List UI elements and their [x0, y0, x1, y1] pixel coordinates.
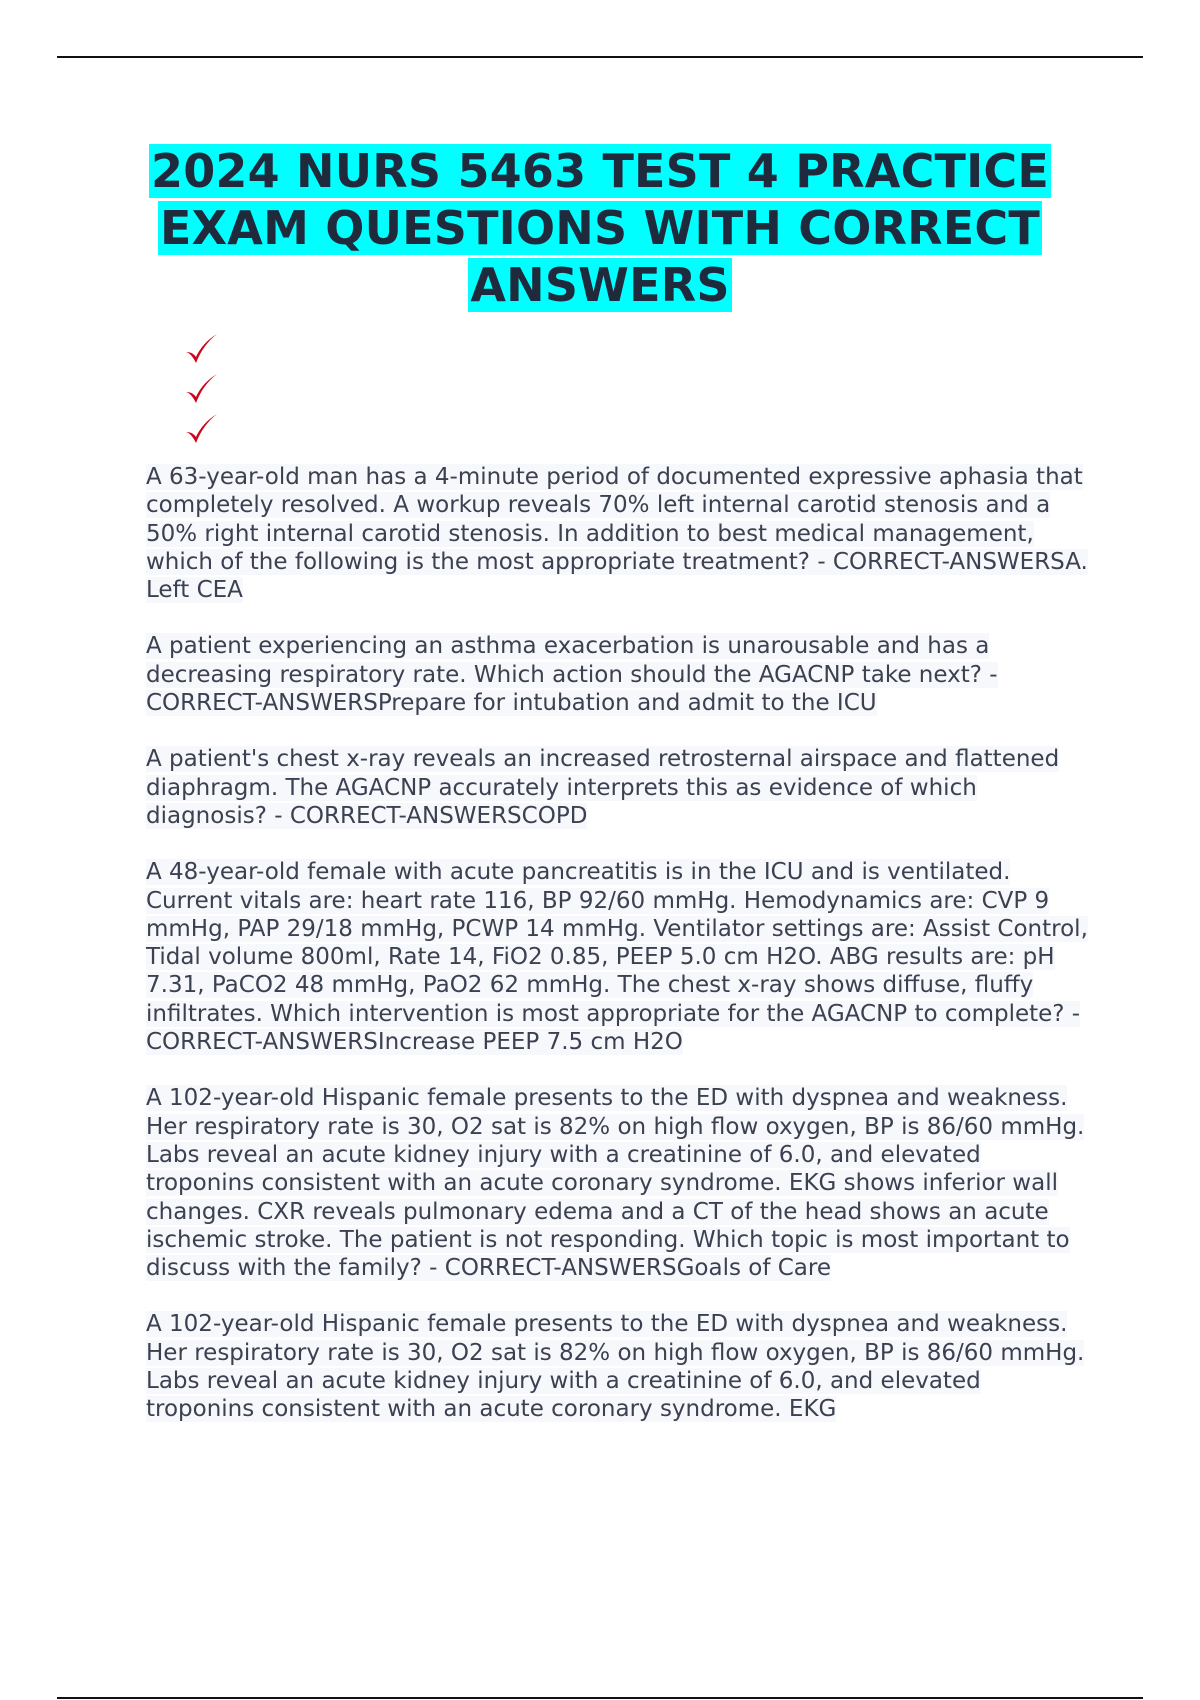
- checkmark-list: [183, 332, 223, 452]
- title-highlight: ANSWERS: [470, 258, 730, 312]
- title-highlight: 2024 NURS 5463 TEST 4 PRACTICE: [150, 144, 1049, 198]
- bottom-rule: [57, 1697, 1143, 1699]
- qa-entry-5: [146, 1084, 1096, 1282]
- top-rule: [57, 56, 1143, 58]
- qa-entry-6: [146, 1310, 1096, 1423]
- document-title: [80, 143, 1120, 314]
- qa-entry-3: [146, 745, 1096, 830]
- qa-text: A 102-year-old Hispanic female presents to the ED with dyspnea and weakness. Her respiratory rate is 30, O2 sat is 82% on high flow oxygen, BP is 86/60 mmHg. Labs reveal an acute kidney injury with a creatinine of 6.0, and elevated troponins consistent with an acute coronary syndrome. EKG: [146, 1311, 1085, 1423]
- qa-text: A patient's chest x-ray reveals an increased retrosternal airspace and flattened diaphragm. The AGACNP accurately interprets this as evidence of which diagnosis? - CORRECT-ANSWERSCOPD: [146, 746, 1060, 829]
- title-line-2: [80, 200, 1120, 257]
- qa-entry-2: [146, 632, 1096, 717]
- title-highlight: EXAM QUESTIONS WITH CORRECT: [160, 201, 1040, 255]
- title-line-1: [80, 143, 1120, 200]
- qa-entry-1: [146, 463, 1096, 604]
- checkmark-icon: [183, 332, 223, 372]
- qa-text: A 48-year-old female with acute pancreatitis is in the ICU and is ventilated. Current vitals are: heart rate 116, BP 92/60 mmHg. Hemodynamics are: CVP 9 mmHg, PAP 29/18 mmHg, PCWP 14 mmHg. Ventilator settings are: Assist Control, Tidal volume 800ml, Rate 14, FiO2 0.85, PEEP 5.0 cm H2O. ABG results are: pH 7.31, PaCO2 48 mmHg, PaO2 62 mmHg. The chest x-ray shows diffuse, fluffy infiltrates. Which intervention is most appropriate for the AGACNP to complete? - CORRECT-ANSWERSIncrease PEEP 7.5 cm H2O: [146, 859, 1088, 1056]
- qa-text: A 63-year-old man has a 4-minute period of documented expressive aphasia that completely resolved. A workup reveals 70% left internal carotid stenosis and a 50% right internal carotid stenosis. In addition to best medical management, which of the following is the most appropriate treatment? - CORRECT-ANSWERSA. Left CEA: [146, 464, 1088, 604]
- qa-text: A patient experiencing an asthma exacerbation is unarousable and has a decreasing respiratory rate. Which action should the AGACNP take next? - CORRECT-ANSWERSPrepare for intubation and admit to the ICU: [146, 633, 998, 717]
- checkmark-icon: [183, 412, 223, 452]
- title-line-3: [80, 257, 1120, 314]
- qa-text: A 102-year-old Hispanic female presents to the ED with dyspnea and weakness. Her respiratory rate is 30, O2 sat is 82% on high flow oxygen, BP is 86/60 mmHg. Labs reveal an acute kidney injury with a creatinine of 6.0, and elevated troponins consistent with an acute coronary syndrome. EKG shows inferior wall changes. CXR reveals pulmonary edema and a CT of the head shows an acute ischemic stroke. The patient is not responding. Which topic is most important to discuss with the family? - CORRECT-ANSWERSGoals of Care: [146, 1085, 1085, 1282]
- qa-content: [146, 463, 1096, 1452]
- checkmark-icon: [183, 372, 223, 412]
- qa-entry-4: [146, 858, 1096, 1056]
